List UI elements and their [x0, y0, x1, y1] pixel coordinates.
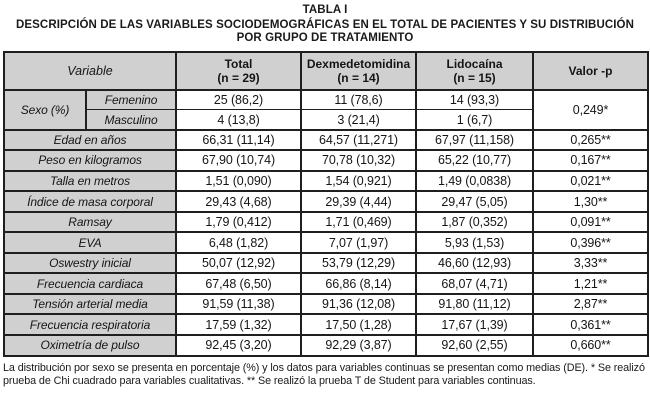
row-label-femenino: Femenino	[86, 90, 176, 110]
cell-dexmedetomidina: 17,50 (1,28)	[301, 314, 416, 335]
cell-lidocaina: 67,97 (11,158)	[416, 130, 533, 151]
header-lidocaina-label: Lidocaína	[446, 56, 503, 71]
header-dexmedetomidina-label: Dexmedetomidina	[306, 56, 411, 71]
cell-lidocaina: 92,60 (2,55)	[416, 335, 533, 356]
cell-dexmedetomidina: 1,54 (0,921)	[301, 171, 416, 192]
header-valor-p: Valor -p	[533, 52, 648, 90]
table-title-block	[3, 4, 647, 46]
header-lidocaina	[416, 52, 533, 90]
cell-lidocaina: 46,60 (12,93)	[416, 253, 533, 274]
cell-dexmedetomidina: 3 (21,4)	[301, 110, 416, 130]
cell-valor-p: 0,265**	[533, 130, 648, 151]
cell-lidocaina: 1,49 (0,0838)	[416, 171, 533, 192]
table-caption-line2: POR GRUPO DE TRATAMIENTO	[236, 32, 414, 44]
header-dexmedetomidina	[301, 52, 416, 90]
cell-valor-p: 1,21**	[533, 273, 648, 294]
cell-dexmedetomidina: 92,29 (3,87)	[301, 335, 416, 356]
cell-dexmedetomidina: 29,39 (4,44)	[301, 191, 416, 212]
cell-dexmedetomidina: 7,07 (1,97)	[301, 232, 416, 253]
row-label: Frecuencia respiratoria	[4, 314, 176, 335]
cell-lidocaina: 29,47 (5,05)	[416, 191, 533, 212]
cell-total: 1,79 (0,412)	[176, 212, 301, 233]
header-lidocaina-n: (n = 15)	[453, 70, 496, 85]
cell-valor-p: 3,33**	[533, 253, 648, 274]
table-caption-line1: DESCRIPCIÓN DE LAS VARIABLES SOCIODEMOGRÁFICAS EN EL TOTAL DE PACIENTES Y SU DISTRIBUCIÓN	[15, 18, 635, 31]
table-row	[4, 294, 648, 315]
table-footnote: La distribución por sexo se presenta en porcentaje (%) y los datos para variables continuas se presentan como medias (DE). * Se realizó prueba de Chi cuadrado para variables cualitativas. ** Se realizó la prueba T de Student para variables continuas.	[3, 361, 645, 387]
cell-total: 92,45 (3,20)	[176, 335, 301, 356]
cell-lidocaina: 5,93 (1,53)	[416, 232, 533, 253]
cell-dexmedetomidina: 11 (78,6)	[301, 90, 416, 110]
table-row-sexo-femenino	[4, 90, 648, 110]
row-label: EVA	[4, 232, 176, 253]
table-row	[4, 335, 648, 356]
cell-lidocaina: 68,07 (4,71)	[416, 273, 533, 294]
cell-valor-p-sexo: 0,249*	[533, 90, 648, 130]
cell-lidocaina: 65,22 (10,77)	[416, 150, 533, 171]
cell-total: 29,43 (4,68)	[176, 191, 301, 212]
cell-dexmedetomidina: 64,57 (11,271)	[301, 130, 416, 151]
cell-dexmedetomidina: 91,36 (12,08)	[301, 294, 416, 315]
row-label: Talla en metros	[4, 171, 176, 192]
cell-valor-p: 0,361**	[533, 314, 648, 335]
table-row	[4, 314, 648, 335]
row-label-sexo: Sexo (%)	[4, 90, 86, 130]
sociodemographic-table	[3, 51, 649, 357]
cell-lidocaina: 91,80 (11,12)	[416, 294, 533, 315]
table-row	[4, 150, 648, 171]
table-row	[4, 130, 648, 151]
cell-valor-p: 1,30**	[533, 191, 648, 212]
table-row	[4, 273, 648, 294]
cell-valor-p: 0,660**	[533, 335, 648, 356]
cell-total: 6,48 (1,82)	[176, 232, 301, 253]
row-label: Ramsay	[4, 212, 176, 233]
row-label: Peso en kilogramos	[4, 150, 176, 171]
table-number: TABLA I	[302, 4, 348, 16]
row-label: Frecuencia cardiaca	[4, 273, 176, 294]
row-label: Tensión arterial media	[4, 294, 176, 315]
cell-valor-p: 0,021**	[533, 171, 648, 192]
cell-dexmedetomidina: 1,71 (0,469)	[301, 212, 416, 233]
cell-total: 17,59 (1,32)	[176, 314, 301, 335]
cell-total: 67,48 (6,50)	[176, 273, 301, 294]
header-total-label: Total	[224, 56, 253, 71]
row-label-masculino: Masculino	[86, 110, 176, 130]
header-row	[4, 52, 648, 90]
header-variable: Variable	[4, 52, 176, 90]
row-label: Oximetría de pulso	[4, 335, 176, 356]
table-row	[4, 191, 648, 212]
cell-total: 25 (86,2)	[176, 90, 301, 110]
cell-lidocaina: 1,87 (0,352)	[416, 212, 533, 233]
table-row	[4, 171, 648, 192]
cell-total: 1,51 (0,090)	[176, 171, 301, 192]
cell-dexmedetomidina: 70,78 (10,32)	[301, 150, 416, 171]
cell-valor-p: 0,167**	[533, 150, 648, 171]
table-row	[4, 212, 648, 233]
cell-total: 50,07 (12,92)	[176, 253, 301, 274]
cell-lidocaina: 1 (6,7)	[416, 110, 533, 130]
row-label: Oswestry inicial	[4, 253, 176, 274]
header-total	[176, 52, 301, 90]
cell-lidocaina: 14 (93,3)	[416, 90, 533, 110]
cell-lidocaina: 17,67 (1,39)	[416, 314, 533, 335]
cell-total: 4 (13,8)	[176, 110, 301, 130]
table-row	[4, 232, 648, 253]
row-label: Edad en años	[4, 130, 176, 151]
table-row	[4, 253, 648, 274]
cell-valor-p: 2,87**	[533, 294, 648, 315]
cell-dexmedetomidina: 66,86 (8,14)	[301, 273, 416, 294]
cell-total: 91,59 (11,38)	[176, 294, 301, 315]
cell-total: 66,31 (11,14)	[176, 130, 301, 151]
header-total-n: (n = 29)	[217, 70, 260, 85]
header-dexmedetomidina-n: (n = 14)	[337, 70, 380, 85]
row-label: Índice de masa corporal	[4, 191, 176, 212]
cell-valor-p: 0,396**	[533, 232, 648, 253]
cell-valor-p: 0,091**	[533, 212, 648, 233]
cell-total: 67,90 (10,74)	[176, 150, 301, 171]
cell-dexmedetomidina: 53,79 (12,29)	[301, 253, 416, 274]
